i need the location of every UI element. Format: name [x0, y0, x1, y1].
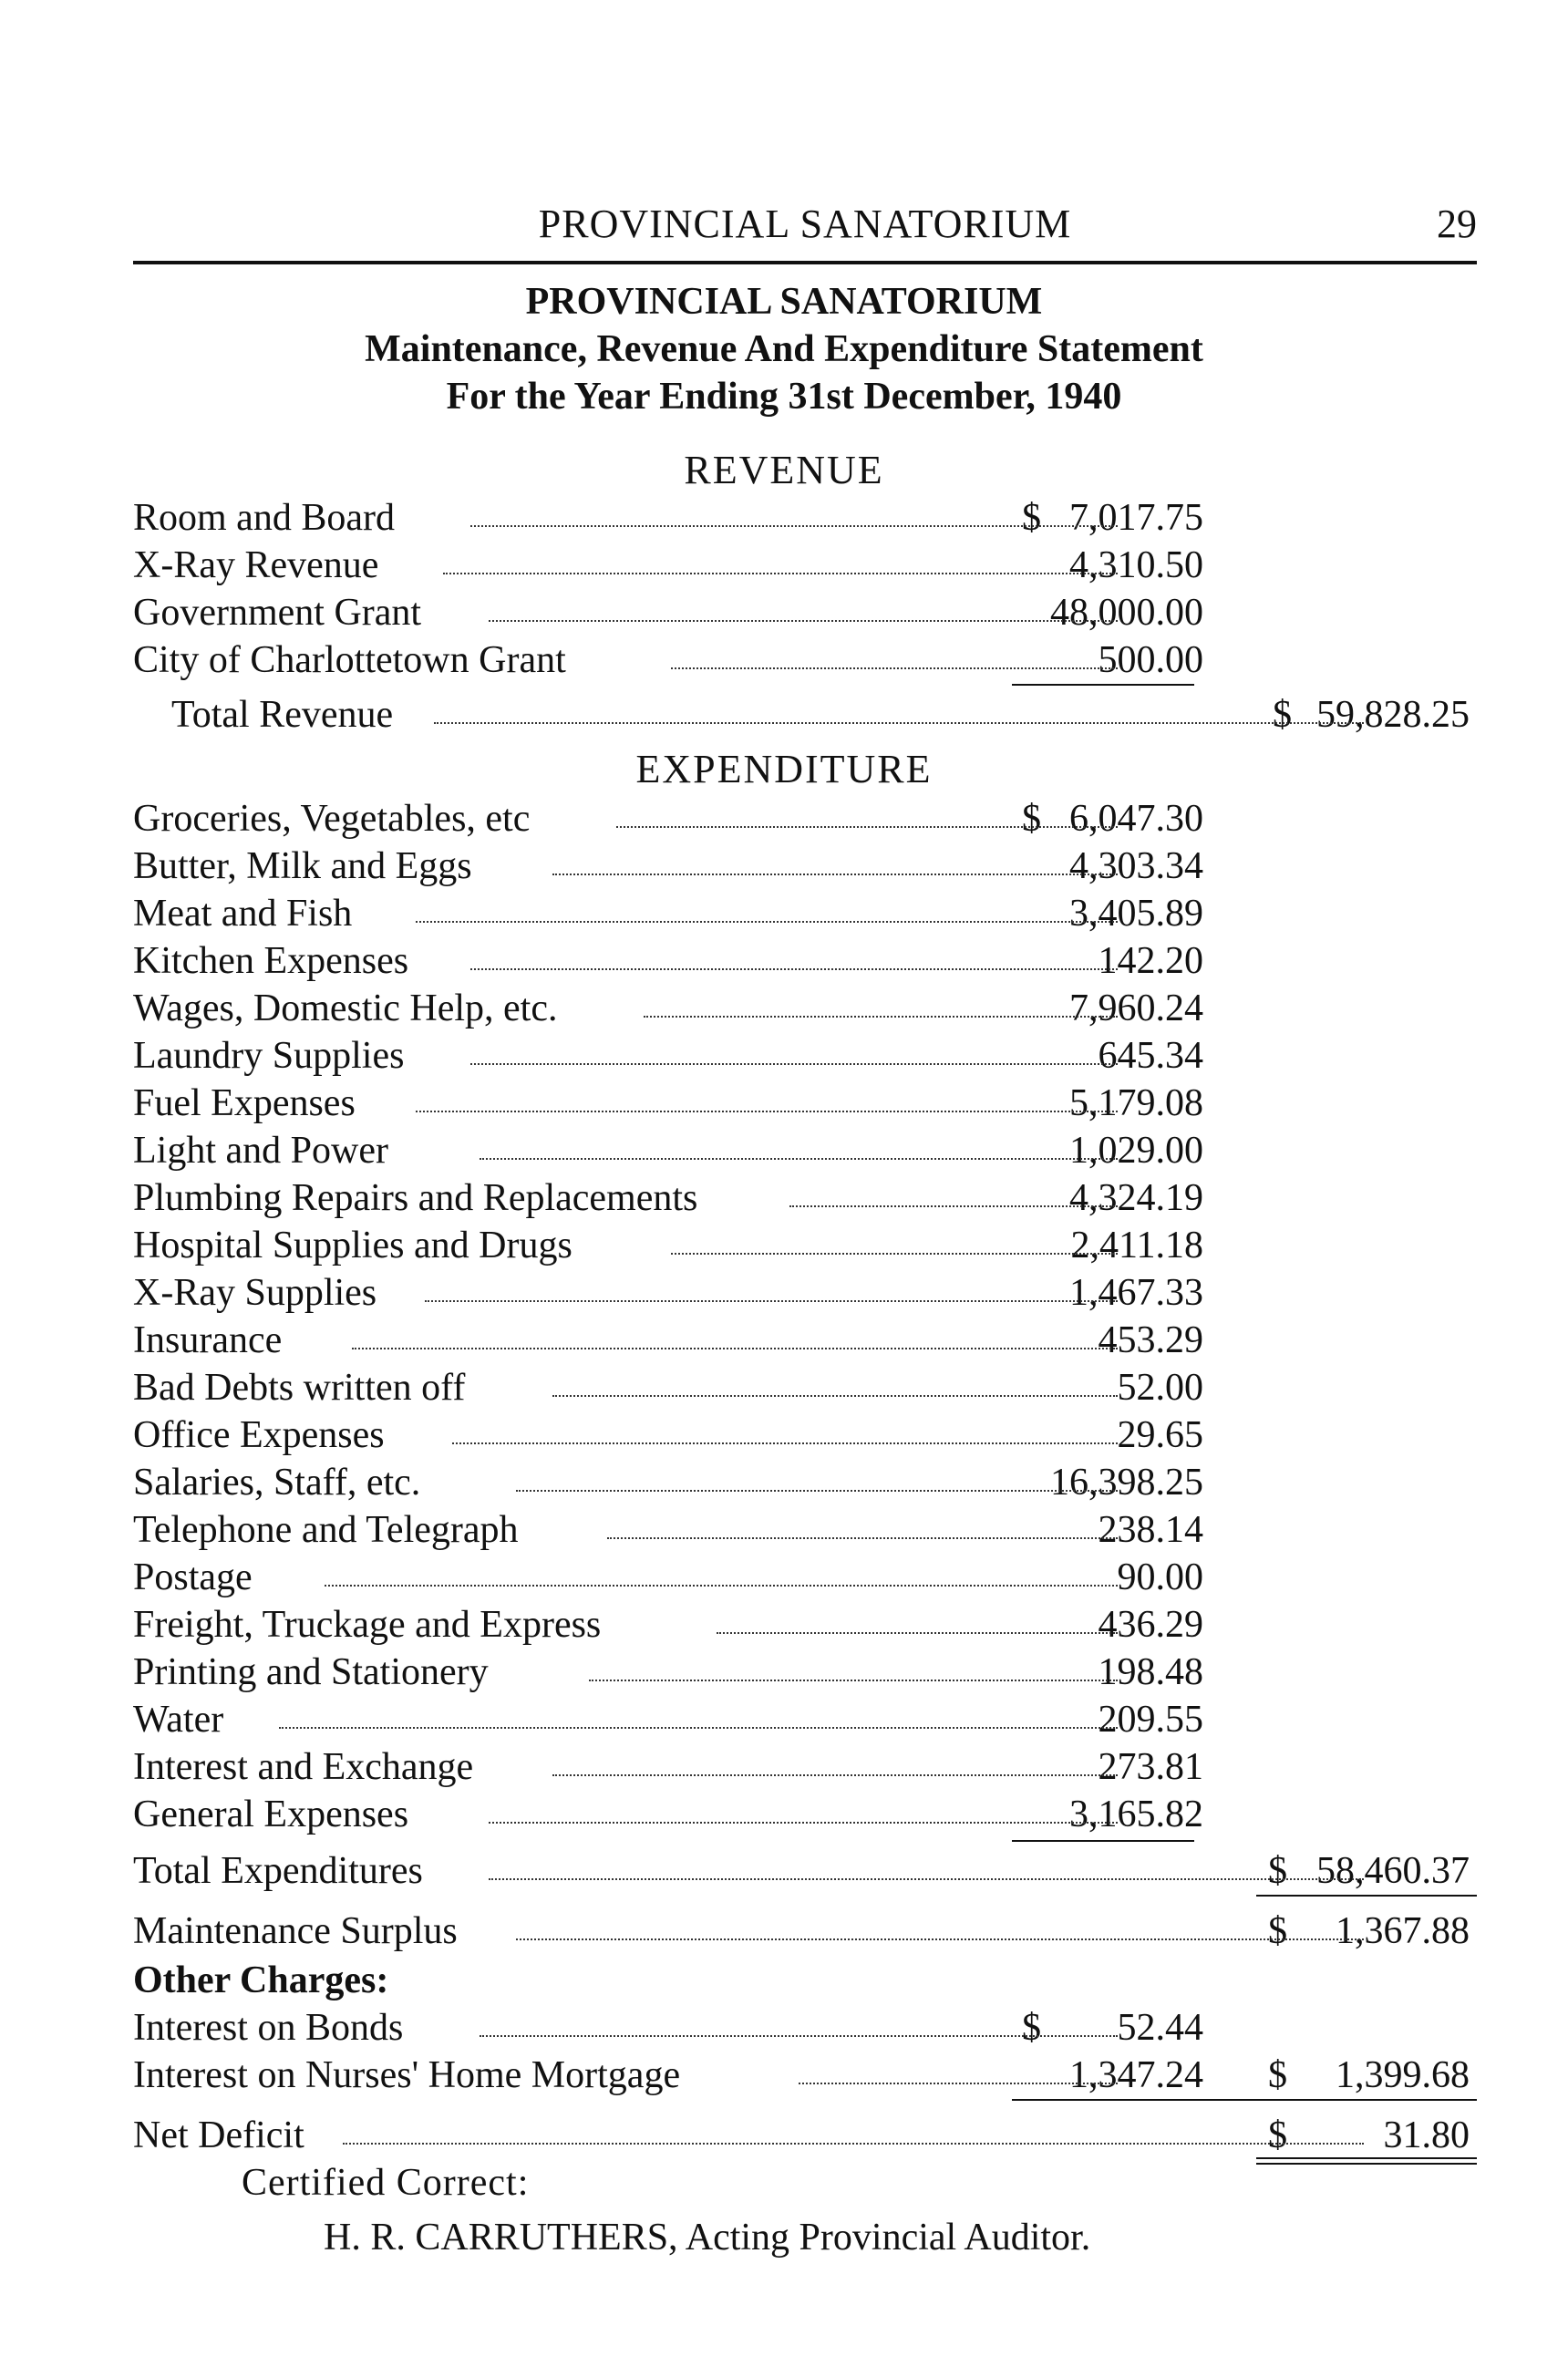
row-label: Plumbing Repairs and Replacements: [133, 1176, 707, 1220]
row-amount: 7,960.24: [1069, 987, 1203, 1029]
revenue-row: [133, 635, 1477, 682]
row-label: Water: [133, 1698, 232, 1742]
row-label: Maintenance Surplus: [133, 1909, 467, 1953]
dot-leader: [470, 525, 1118, 527]
row-label: Room and Board: [133, 496, 404, 540]
dot-leader: [352, 1348, 1118, 1349]
net-deficit-row: [133, 2110, 1477, 2157]
currency-sign: $: [1022, 497, 1041, 539]
row-label: Telephone and Telegraph: [133, 1508, 528, 1552]
other-charges-heading: Other Charges:: [133, 1959, 397, 2002]
dot-leader: [489, 620, 1118, 622]
row-label: Fuel Expenses: [133, 1081, 365, 1125]
row-amount: 6,047.30: [1069, 798, 1203, 840]
dot-leader: [789, 1205, 1118, 1207]
expenditure-row: [133, 1173, 1477, 1220]
row-amount: 1,467.33: [1069, 1272, 1203, 1314]
row-label: Interest on Nurses' Home Mortgage: [133, 2053, 689, 2097]
dot-leader: [480, 2035, 1118, 2037]
row-amount: 1,367.88: [1336, 1910, 1470, 1952]
row-amount: 7,017.75: [1069, 497, 1203, 539]
row-amount: 209.55: [1098, 1699, 1203, 1741]
expenditure-row: [133, 1125, 1477, 1173]
dot-leader: [516, 1490, 1118, 1492]
running-head: [133, 193, 1477, 257]
total-revenue-row: [133, 689, 1477, 737]
row-label: Total Revenue: [171, 693, 402, 737]
dot-leader: [799, 2083, 1118, 2084]
subtotal-rule: [1012, 1840, 1194, 1842]
double-rule-top: [1256, 2157, 1477, 2159]
expenditure-row: [133, 1030, 1477, 1078]
row-amount: 2,411.18: [1070, 1225, 1203, 1266]
row-amount: 58,460.37: [1316, 1850, 1470, 1892]
total-expenditures-row: [133, 1845, 1477, 1893]
expenditure-row: [133, 1504, 1477, 1552]
expenditure-row: [133, 1078, 1477, 1125]
row-label: Insurance: [133, 1318, 291, 1362]
row-label: Interest and Exchange: [133, 1745, 482, 1789]
dot-leader: [489, 1822, 1118, 1824]
interest-bonds-row: [133, 2002, 1477, 2050]
dot-leader: [616, 826, 1118, 828]
dot-leader: [644, 1016, 1118, 1018]
expenditure-row: [133, 1267, 1477, 1315]
row-amount: 1,029.00: [1069, 1130, 1203, 1172]
total-rule: [1256, 1895, 1477, 1897]
title-line-2: Maintenance, Revenue And Expenditure Statement: [365, 328, 1203, 370]
row-label: Office Expenses: [133, 1413, 394, 1457]
expenditure-row: [133, 1552, 1477, 1599]
expenditure-row: [133, 1410, 1477, 1457]
row-label: Kitchen Expenses: [133, 939, 418, 983]
row-label: Light and Power: [133, 1129, 397, 1173]
currency-sign: $: [1273, 694, 1292, 736]
row-amount: 4,324.19: [1069, 1177, 1203, 1219]
expenditure-row: [133, 1220, 1477, 1267]
expenditure-row: [133, 841, 1477, 888]
row-label: Government Grant: [133, 591, 430, 635]
dot-leader: [589, 1680, 1118, 1681]
dot-leader: [552, 874, 1118, 875]
dot-leader: [480, 1158, 1118, 1160]
dot-leader: [516, 1938, 1364, 1940]
dot-leader: [452, 1442, 1118, 1444]
row-amount: 436.29: [1098, 1604, 1203, 1646]
row-label: Total Expenditures: [133, 1849, 432, 1893]
expenditure-heading: EXPENDITURE: [635, 747, 933, 791]
row-label: X-Ray Supplies: [133, 1271, 386, 1315]
row-amount: 29.65: [1117, 1414, 1203, 1456]
dot-leader: [552, 1774, 1118, 1776]
dot-leader: [279, 1727, 1118, 1729]
row-label: Postage: [133, 1556, 262, 1599]
currency-sign: $: [1268, 2054, 1287, 2096]
row-label: X-Ray Revenue: [133, 543, 387, 587]
dot-leader: [343, 2143, 1364, 2145]
row-amount: 273.81: [1098, 1746, 1203, 1788]
revenue-row: [133, 587, 1477, 635]
row-amount: 198.48: [1098, 1651, 1203, 1693]
row-amount: 453.29: [1098, 1319, 1203, 1361]
row-label: Bad Debts written off: [133, 1366, 474, 1410]
row-label: Net Deficit: [133, 2114, 314, 2157]
certified-correct: Certified Correct:: [242, 2162, 530, 2204]
dot-leader: [671, 1253, 1118, 1255]
dot-leader: [325, 1585, 1118, 1587]
row-label: Laundry Supplies: [133, 1034, 413, 1078]
row-amount: 3,405.89: [1069, 893, 1203, 935]
currency-sign: $: [1268, 2114, 1287, 2156]
dot-leader: [425, 1300, 1118, 1302]
row-label: Salaries, Staff, etc.: [133, 1461, 429, 1504]
expenditure-row: [133, 1789, 1477, 1836]
revenue-row: [133, 492, 1477, 540]
row-amount: 238.14: [1098, 1509, 1203, 1551]
total-rule: [1012, 2099, 1477, 2101]
row-label: Printing and Stationery: [133, 1650, 498, 1694]
dot-leader: [607, 1537, 1118, 1539]
dot-leader: [470, 1063, 1118, 1065]
row-label: General Expenses: [133, 1793, 418, 1836]
page-number: 29: [1437, 202, 1477, 246]
dot-leader: [443, 573, 1118, 574]
header-rule: [133, 261, 1477, 264]
expenditure-row: [133, 1315, 1477, 1362]
row-amount: 3,165.82: [1069, 1794, 1203, 1835]
row-total: 1,399.68: [1336, 2054, 1470, 2096]
expenditure-row: [133, 1694, 1477, 1742]
maintenance-surplus-row: [133, 1906, 1477, 1953]
revenue-heading: REVENUE: [684, 448, 884, 492]
dot-leader: [717, 1632, 1118, 1634]
dot-leader: [416, 1111, 1118, 1112]
subtotal-rule: [1012, 684, 1194, 686]
row-label: Butter, Milk and Eggs: [133, 844, 481, 888]
row-amount: 16,398.25: [1050, 1462, 1203, 1504]
row-label: Hospital Supplies and Drugs: [133, 1224, 582, 1267]
expenditure-row: [133, 1457, 1477, 1504]
expenditure-row: [133, 1647, 1477, 1694]
row-amount: 31.80: [1383, 2114, 1470, 2156]
currency-sign: $: [1022, 798, 1041, 840]
row-amount: 500.00: [1098, 639, 1203, 681]
interest-mortgage-row: [133, 2050, 1477, 2097]
currency-sign: $: [1268, 1850, 1287, 1892]
auditor-signature: H. R. CARRUTHERS, Acting Provincial Auditor.: [324, 2217, 1091, 2259]
expenditure-row: [133, 1599, 1477, 1647]
expenditure-row: [133, 1362, 1477, 1410]
dot-leader: [552, 1395, 1118, 1397]
expenditure-row: [133, 983, 1477, 1030]
row-amount: 59,828.25: [1316, 694, 1470, 736]
currency-sign: $: [1268, 1910, 1287, 1952]
expenditure-row: [133, 936, 1477, 983]
row-amount: 5,179.08: [1069, 1082, 1203, 1124]
title-line-1: PROVINCIAL SANATORIUM: [525, 281, 1043, 323]
row-amount: 1,347.24: [1069, 2054, 1203, 2096]
row-amount: 52.00: [1117, 1367, 1203, 1409]
expenditure-row: [133, 888, 1477, 936]
dot-leader: [470, 968, 1118, 970]
row-label: Freight, Truckage and Express: [133, 1603, 610, 1647]
dot-leader: [434, 722, 1364, 724]
dot-leader: [671, 667, 1118, 669]
double-rule-bottom: [1256, 2163, 1477, 2165]
row-label: Interest on Bonds: [133, 2006, 412, 2050]
row-amount: 52.44: [1117, 2007, 1203, 2049]
title-line-3: For the Year Ending 31st December, 1940: [446, 376, 1122, 418]
row-amount: 645.34: [1098, 1035, 1203, 1077]
row-amount: 4,303.34: [1069, 845, 1203, 887]
row-amount: 90.00: [1117, 1556, 1203, 1598]
expenditure-row: [133, 793, 1477, 841]
revenue-row: [133, 540, 1477, 587]
statement-title: [0, 278, 1568, 420]
row-amount: 48,000.00: [1050, 592, 1203, 634]
currency-sign: $: [1022, 2007, 1041, 2049]
running-title: PROVINCIAL SANATORIUM: [538, 202, 1072, 246]
other-charges-heading-row: [133, 1955, 1477, 2002]
dot-leader: [489, 1878, 1364, 1880]
expenditure-row: [133, 1742, 1477, 1789]
row-label: City of Charlottetown Grant: [133, 638, 575, 682]
row-label: Groceries, Vegetables, etc: [133, 797, 539, 841]
row-label: Meat and Fish: [133, 892, 361, 936]
row-amount: 4,310.50: [1069, 544, 1203, 586]
row-label: Wages, Domestic Help, etc.: [133, 987, 566, 1030]
row-amount: 142.20: [1098, 940, 1203, 982]
dot-leader: [416, 921, 1118, 923]
